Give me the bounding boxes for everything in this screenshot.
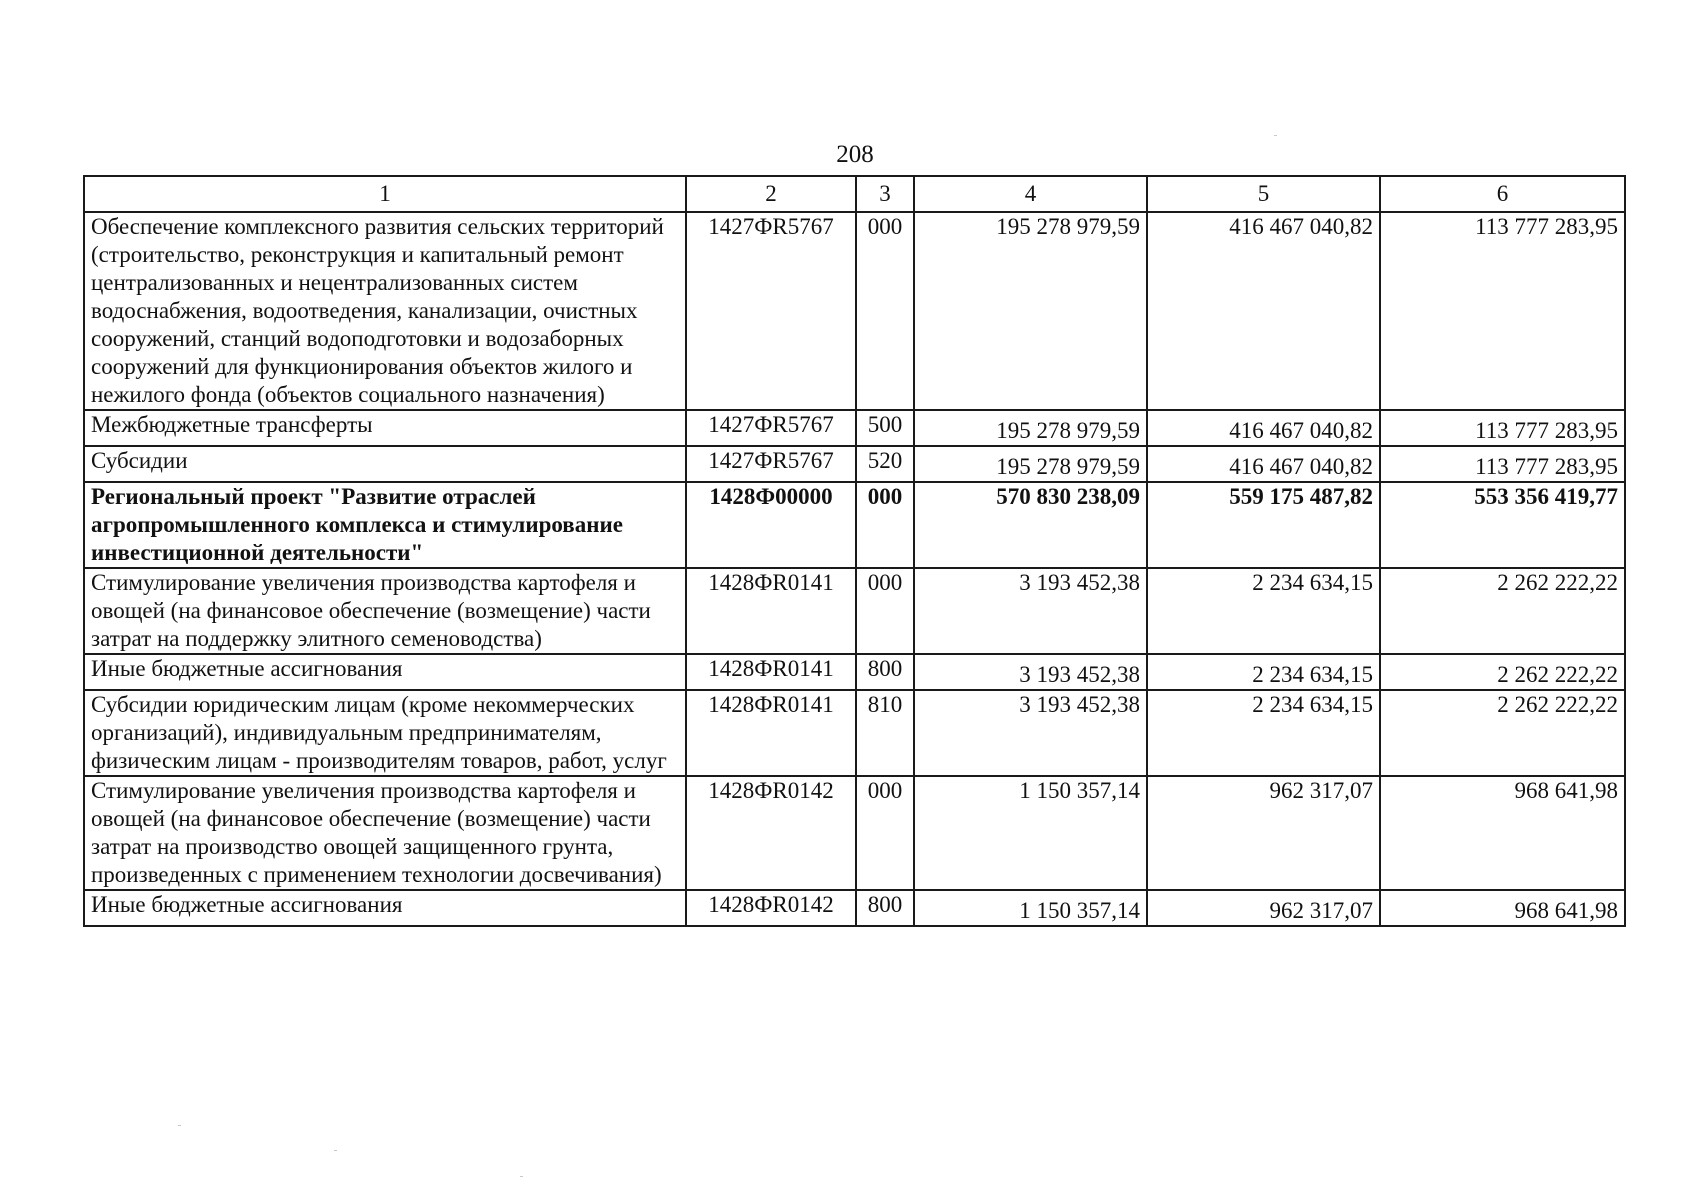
header-row bbox=[84, 176, 1625, 212]
row-value-col6: 2 262 222,22 bbox=[1380, 690, 1625, 776]
row-value-col4: 195 278 979,59 bbox=[914, 446, 1147, 482]
table-row bbox=[84, 446, 1625, 482]
row-target-code: 1428ФR0141 bbox=[686, 690, 856, 776]
table-row bbox=[84, 654, 1625, 690]
column-header-6: 6 bbox=[1380, 176, 1625, 212]
row-description: Обеспечение комплексного развития сельских территорий (строительство, реконструкция и капитальный ремонт централизованных и нецентрализованных систем водоснабжения, водоотведения, канализации, очистных сооружений, станций водоподготовки и водозаборных сооружений для функционирования объектов жилого и нежилого фонда (объектов социального назначения) bbox=[84, 212, 686, 410]
table-row bbox=[84, 410, 1625, 446]
row-value-col5: 2 234 634,15 bbox=[1147, 568, 1380, 654]
row-description: Межбюджетные трансферты bbox=[84, 410, 686, 446]
column-header-4: 4 bbox=[914, 176, 1147, 212]
row-value-col6: 2 262 222,22 bbox=[1380, 568, 1625, 654]
row-value-col5: 416 467 040,82 bbox=[1147, 410, 1380, 446]
row-expense-type: 800 bbox=[856, 890, 914, 926]
row-expense-type: 800 bbox=[856, 654, 914, 690]
scan-speck bbox=[334, 1150, 337, 1151]
row-value-col5: 962 317,07 bbox=[1147, 890, 1380, 926]
table-row bbox=[84, 568, 1625, 654]
budget-table bbox=[83, 175, 1626, 927]
column-header-5: 5 bbox=[1147, 176, 1380, 212]
scan-speck bbox=[1274, 135, 1277, 136]
row-target-code: 1428Ф00000 bbox=[686, 482, 856, 568]
row-expense-type: 000 bbox=[856, 482, 914, 568]
row-description: Иные бюджетные ассигнования bbox=[84, 890, 686, 926]
row-value-col5: 2 234 634,15 bbox=[1147, 690, 1380, 776]
table-row bbox=[84, 690, 1625, 776]
row-value-col6: 113 777 283,95 bbox=[1380, 410, 1625, 446]
table-body bbox=[84, 212, 1625, 926]
row-value-col4: 195 278 979,59 bbox=[914, 410, 1147, 446]
row-target-code: 1427ФR5767 bbox=[686, 446, 856, 482]
row-target-code: 1428ФR0142 bbox=[686, 890, 856, 926]
page-number: 208 bbox=[836, 141, 874, 168]
table-row bbox=[84, 212, 1625, 410]
scan-speck bbox=[520, 1176, 523, 1177]
row-description: Региональный проект "Развитие отраслей агропромышленного комплекса и стимулирование инвестиционной деятельности" bbox=[84, 482, 686, 568]
row-value-col5: 2 234 634,15 bbox=[1147, 654, 1380, 690]
row-value-col5: 416 467 040,82 bbox=[1147, 212, 1380, 410]
row-value-col4: 3 193 452,38 bbox=[914, 568, 1147, 654]
row-value-col4: 1 150 357,14 bbox=[914, 776, 1147, 890]
row-value-col6: 113 777 283,95 bbox=[1380, 446, 1625, 482]
row-expense-type: 000 bbox=[856, 568, 914, 654]
row-expense-type: 520 bbox=[856, 446, 914, 482]
table-row bbox=[84, 890, 1625, 926]
row-value-col6: 2 262 222,22 bbox=[1380, 654, 1625, 690]
row-value-col6: 553 356 419,77 bbox=[1380, 482, 1625, 568]
row-target-code: 1428ФR0142 bbox=[686, 776, 856, 890]
row-description: Иные бюджетные ассигнования bbox=[84, 654, 686, 690]
row-expense-type: 810 bbox=[856, 690, 914, 776]
row-value-col5: 416 467 040,82 bbox=[1147, 446, 1380, 482]
row-value-col4: 1 150 357,14 bbox=[914, 890, 1147, 926]
table-header bbox=[84, 176, 1625, 212]
row-value-col6: 968 641,98 bbox=[1380, 776, 1625, 890]
column-header-1: 1 bbox=[84, 176, 686, 212]
table-row bbox=[84, 482, 1625, 568]
column-header-2: 2 bbox=[686, 176, 856, 212]
row-value-col4: 570 830 238,09 bbox=[914, 482, 1147, 568]
row-value-col4: 3 193 452,38 bbox=[914, 690, 1147, 776]
row-target-code: 1427ФR5767 bbox=[686, 410, 856, 446]
row-value-col5: 559 175 487,82 bbox=[1147, 482, 1380, 568]
scan-speck bbox=[178, 1125, 181, 1126]
row-expense-type: 000 bbox=[856, 776, 914, 890]
row-value-col6: 968 641,98 bbox=[1380, 890, 1625, 926]
row-target-code: 1428ФR0141 bbox=[686, 654, 856, 690]
row-expense-type: 500 bbox=[856, 410, 914, 446]
row-value-col5: 962 317,07 bbox=[1147, 776, 1380, 890]
row-value-col4: 3 193 452,38 bbox=[914, 654, 1147, 690]
row-value-col6: 113 777 283,95 bbox=[1380, 212, 1625, 410]
row-expense-type: 000 bbox=[856, 212, 914, 410]
row-value-col4: 195 278 979,59 bbox=[914, 212, 1147, 410]
row-description: Стимулирование увеличения производства картофеля и овощей (на финансовое обеспечение (возмещение) части затрат на производство овощей защищенного грунта, произведенных с применением технологии досвечивания) bbox=[84, 776, 686, 890]
table-row bbox=[84, 776, 1625, 890]
column-header-3: 3 bbox=[856, 176, 914, 212]
row-target-code: 1427ФR5767 bbox=[686, 212, 856, 410]
row-description: Субсидии bbox=[84, 446, 686, 482]
row-description: Стимулирование увеличения производства картофеля и овощей (на финансовое обеспечение (возмещение) части затрат на поддержку элитного семеноводства) bbox=[84, 568, 686, 654]
row-target-code: 1428ФR0141 bbox=[686, 568, 856, 654]
row-description: Субсидии юридическим лицам (кроме некоммерческих организаций), индивидуальным предпринимателям, физическим лицам - производителям товаров, работ, услуг bbox=[84, 690, 686, 776]
